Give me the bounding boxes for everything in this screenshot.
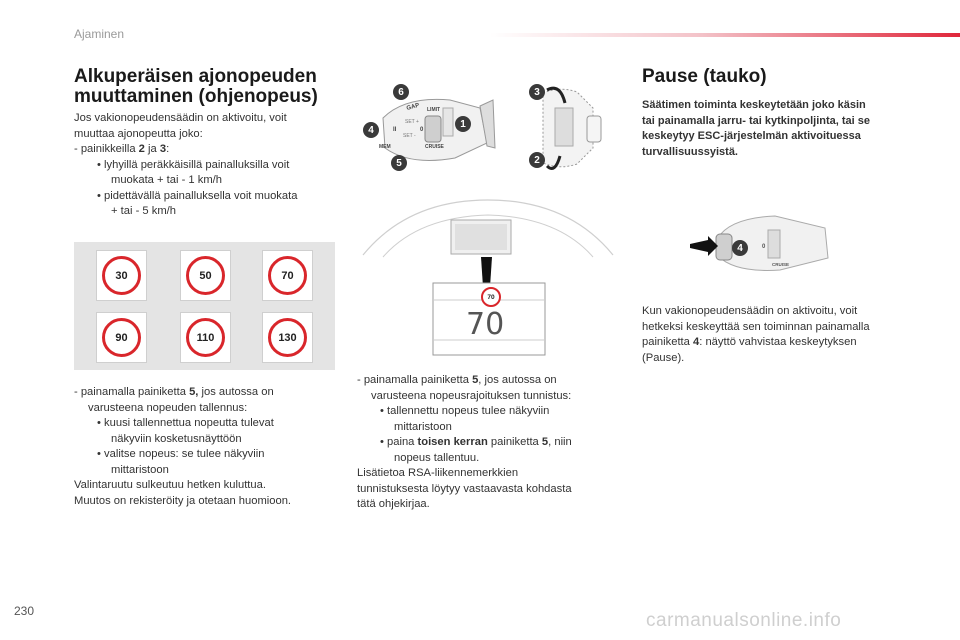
callout-badge-4: 4 (363, 122, 379, 138)
speed-sign: 130 (262, 312, 313, 363)
speed-sign: 30 (96, 250, 147, 301)
pause-zero-label: 0 (762, 244, 766, 250)
cruise-label: CRUISE (425, 144, 444, 150)
section-header: Ajaminen (74, 27, 125, 41)
callout-badge-2: 2 (529, 152, 545, 168)
limit-label: LIMIT (427, 107, 441, 113)
header-accent-bar (490, 33, 960, 37)
page-number: 230 (14, 604, 35, 618)
pause-description: Kun vakionopeudensäädin on aktivoitu, voit hetkeksi keskeyttää sen toiminnan painamalla painiketta 4: näyttö vahvistaa keskeytyksen (Pause). (642, 305, 870, 364)
right-title: Pause (tauko) (642, 66, 767, 87)
bullet-buttons-2-3: - painikkeilla 2 ja 3: (74, 143, 170, 155)
left-bottom-text: - painamalla painiketta 5, jos autossa on varusteena nopeuden tallennus: • kuusi tallennettua nopeutta tulevat näkyviin kosketusnäyttöön • valitse nopeus: se tulee näkyviin mittaristoon Valintaruutu sulkeutuu hetken kuluttua. Muutos on rekisteröity ja otetaan huomioon. (74, 386, 292, 507)
callout-badge-4: 4 (732, 240, 748, 256)
pause-label: II (393, 127, 397, 133)
middle-text: - painamalla painiketta 5, jos autossa on varusteena nopeusrajoituksen tunnistus: • tallennettu nopeus tulee näkyviin mittaristoon • paina toisen kerran painiketta 5, niin nopeus tallentuu. Lisätietoa RSA-liikennemerkkien tunnistuksesta löytyy vastaavasta kohdasta tätä ohjekirjaa. (357, 374, 572, 510)
callout-badge-5: 5 (391, 155, 407, 171)
display-speed-sign: 70 (481, 287, 501, 307)
speed-sign: 110 (180, 312, 231, 363)
pause-bold-paragraph: Säätimen toiminta keskeytetään joko käsin tai painamalla jarru- tai kytkinpoljinta, tai se keskeytyy ESC-järjestelmän aktivoituessa turvallisuussyistä. (642, 99, 871, 158)
speed-sign: 90 (96, 312, 147, 363)
speed-sign-panel (74, 242, 335, 370)
callout-badge-1: 1 (455, 116, 471, 132)
left-intro: Jos vakionopeudensäädin on aktivoitu, voit muuttaa ajonopeutta joko: - painikkeilla 2 ja 3: • lyhyillä peräkkäisillä painalluksilla voit muokata + tai - 1 km/h • pidettävällä painalluksella voit muokata + tai - 5 km/h (74, 111, 344, 220)
watermark: carmanualsonline.info (646, 610, 842, 631)
zero-label: 0 (420, 127, 424, 133)
pause-cruise-label: CRUISE (772, 262, 790, 267)
pause-stalk-illustration (690, 208, 840, 278)
left-title: Alkuperäisen ajonopeuden muuttaminen (ohjenopeus) (74, 66, 318, 107)
press-arrow-icon (690, 236, 718, 256)
set-plus-label: SET + (405, 119, 419, 125)
speed-sign: 70 (262, 250, 313, 301)
callout-badge-3: 3 (529, 84, 545, 100)
mem-label: MEM (379, 144, 391, 150)
stalk-wheel (425, 116, 441, 142)
gap-label: GAP (405, 102, 421, 112)
callout-badge-6: 6 (393, 84, 409, 100)
set-minus-label: SET - (403, 133, 416, 139)
speed-sign: 50 (180, 250, 231, 301)
display-speed-value: 70 (466, 307, 505, 342)
